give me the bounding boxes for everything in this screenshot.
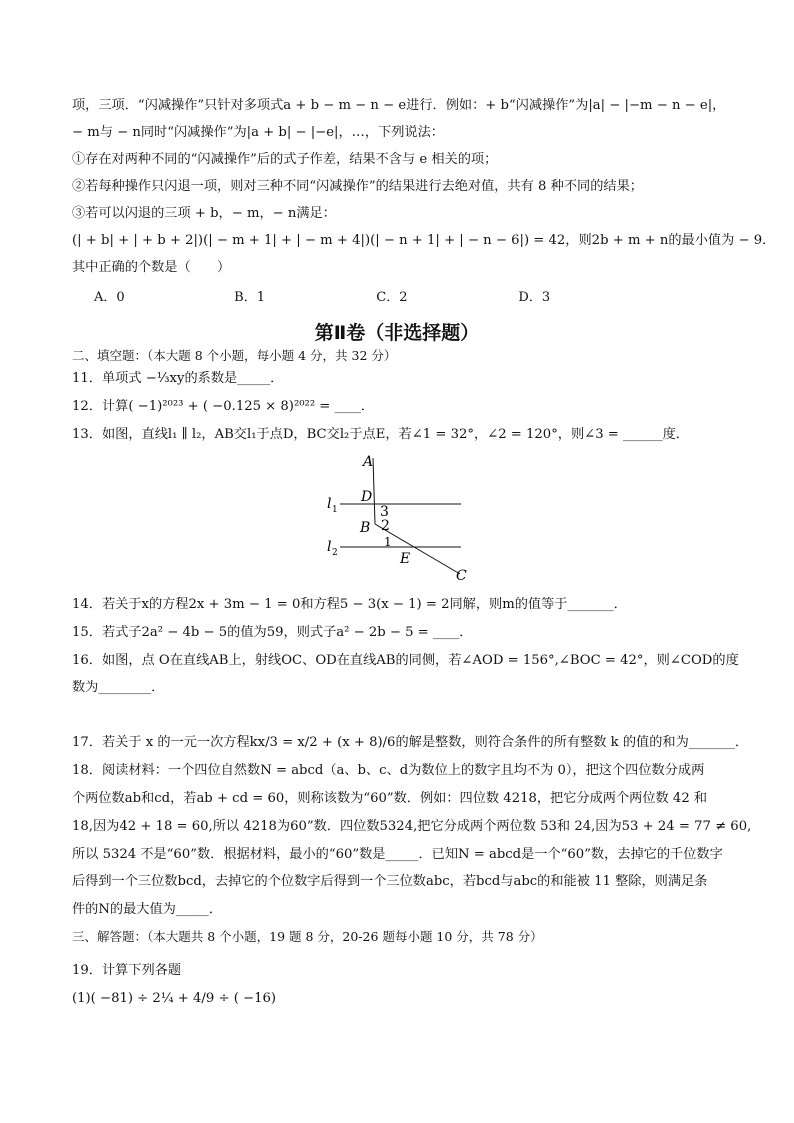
question-18-line-6: 件的N的最大值为_____． <box>72 902 223 917</box>
question-13: 13．如图，直线l₁ ∥ l₂，AB交l₁于点D，BC交l₂于点E，若∠1 = 32°，∠2 = 120°，则∠3 = ______度． <box>72 427 689 442</box>
question-18-line-3: 18,因为42 + 18 = 60,所以 4218为60”数．四位数5324,把它分成两个两位数 53和 24,因为53 + 24 = 77 ≠ 60, <box>72 819 752 834</box>
problem-text-line-1: 项，三项．“闪减操作”只针对多项式a + b − m − n − e进行．例如：+ b“闪减操作”为|a| − |−m − n − e|， <box>72 98 726 113</box>
statement-2: ②若每种操作只闪退一项，则对三种不同“闪减操作”的结果进行去绝对值，共有 8 种不同的结果； <box>72 179 643 194</box>
part3-heading: 三、解答题：（本大题共 8 个小题，19 题 8 分，20-26 题每小题 10 分，共 78 分） <box>72 929 543 944</box>
parallel-lines-figure <box>318 448 478 586</box>
question-11: 11．单项式 −⅓xy的系数是_____． <box>72 371 284 386</box>
label-d: D <box>361 489 373 505</box>
option-b: B．1 <box>234 290 265 305</box>
question-16-line-2: 数为________． <box>72 680 165 695</box>
label-b: B <box>360 520 371 536</box>
part2-heading: 二、填空题：（本大题 8 个小题，每小题 4 分，共 32 分） <box>72 348 397 363</box>
label-l2-sub: 2 <box>332 548 338 558</box>
option-d: D．3 <box>518 290 551 305</box>
label-l2: l <box>327 539 332 555</box>
question-18-line-5: 后得到一个三位数bcd，去掉它的个位数字后得到一个三位数abc，若bcd与abc的和能被 11 整除，则满足条 <box>72 874 708 889</box>
angle-2-label: 2 <box>381 518 390 534</box>
answer-options <box>94 286 550 305</box>
statement-3: ③若可以闪退的三项 + b，− m，− n满足： <box>72 206 336 221</box>
label-e: E <box>400 551 411 567</box>
option-c: C．2 <box>376 290 408 305</box>
question-12: 12．计算( −1)²⁰²³ + ( −0.125 × 8)²⁰²² = ____． <box>72 399 375 414</box>
question-17: 17．若关于 x 的一元一次方程kx/3 = x/2 + (x + 8)/6的解是整数，则符合条件的所有整数 k 的值的和为_______． <box>72 735 749 750</box>
label-l1: l <box>327 496 332 512</box>
question-18-line-2: 个两位数ab和cd，若ab + cd = 60，则称该数为“60”数．例如：四位数 4218，把它分成两个两位数 42 和 <box>72 791 708 806</box>
angle-3-label: 3 <box>380 504 389 520</box>
angle-1-label: 1 <box>384 535 392 549</box>
problem-text-line-2: − m与 − n同时“闪减操作”为|a + b| − |−e|，…，下列说法： <box>72 125 444 140</box>
question-18-line-4: 所以 5324 不是“60”数．根据材料，最小的“60”数是_____．已知N = abcd是一个“60”数，去掉它的千位数字 <box>72 847 723 862</box>
label-c: C <box>456 568 467 584</box>
label-a: A <box>363 454 374 470</box>
question-19: 19．计算下列各题 <box>72 963 182 978</box>
section-title: 第Ⅱ卷（非选择题） <box>314 322 480 344</box>
question-15: 15．若式子2a² − 4b − 5的值为59，则式子a² − 2b − 5 = ____． <box>72 625 473 640</box>
statement-3-condition: (| + b| + | + b + 2|)(| − m + 1| + | − m + 4|)(| − n + 1| + | − n − 6|) = 42，则2b + m + n的最小值为 − 9． <box>72 233 776 248</box>
question-14: 14．若关于x的方程2x + 3m − 1 = 0和方程5 − 3(x − 1) = 2同解，则m的值等于_______． <box>72 597 627 612</box>
option-a: A．0 <box>94 290 125 305</box>
question-18-line-1: 18．阅读材料：一个四位自然数N = abcd（a、b、c、d为数位上的数字且均不为 0），把这个四位数分成两 <box>72 763 705 778</box>
question-16-line-1: 16．如图，点 O在直线AB上，射线OC、OD在直线AB的同侧，若∠AOD = 156°,∠BOC = 42°，则∠COD的度 <box>72 653 739 668</box>
statement-1: ①存在对两种不同的“闪减操作”后的式子作差，结果不含与 e 相关的项； <box>72 152 498 167</box>
question-prompt: 其中正确的个数是（ ） <box>72 260 231 275</box>
question-19-part-1: (1)( −81) ÷ 2¼ + 4/9 ÷ ( −16) <box>72 991 277 1006</box>
segment-ab <box>373 458 375 524</box>
label-l1-sub: 1 <box>332 505 338 515</box>
